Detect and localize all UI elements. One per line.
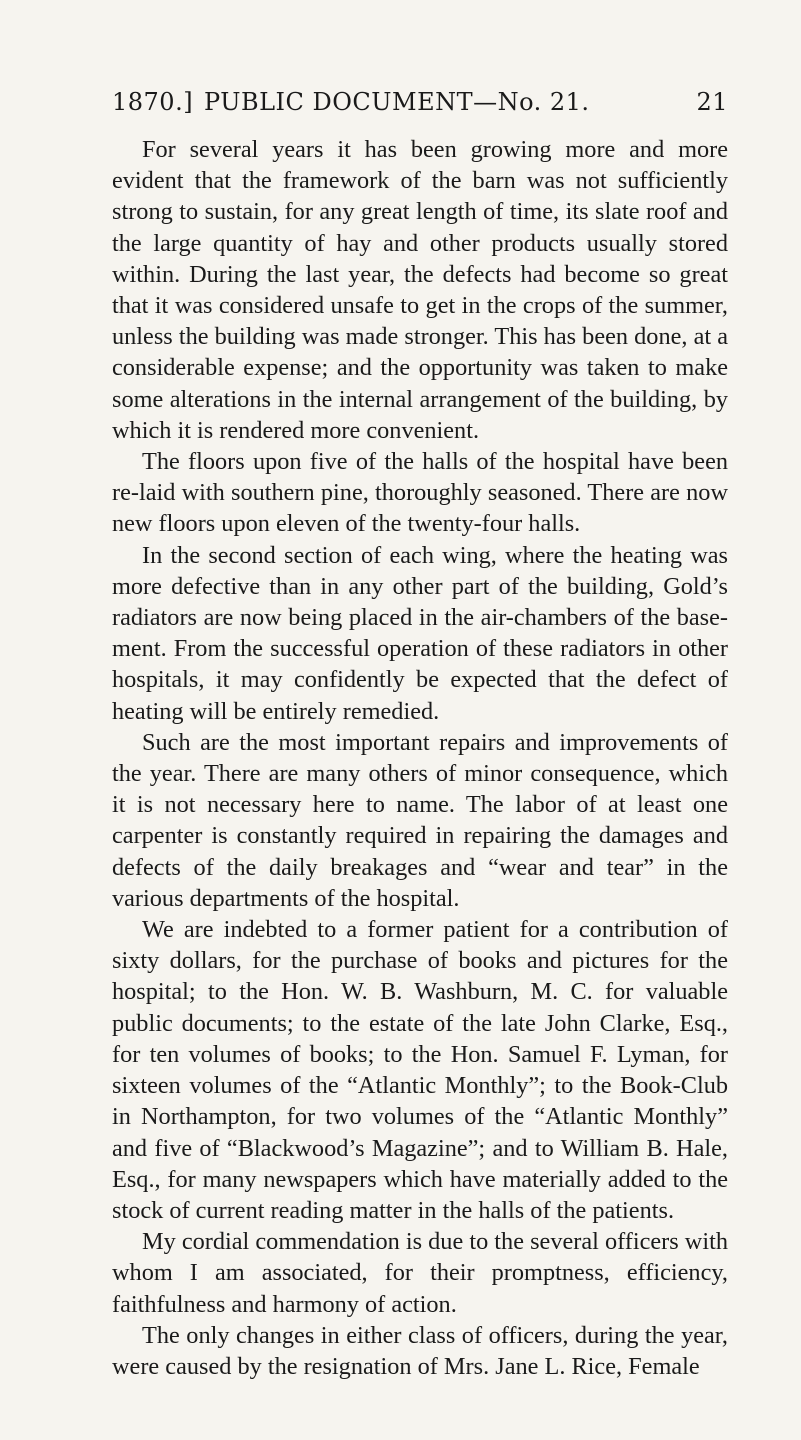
page-number: 21 bbox=[696, 88, 728, 116]
paragraph-repairs: Such are the most important repairs and improvements of the year. There are many others of minor consequence, which it is not necessary here to name. The labor of at least one carpenter is constantly required in repairing the damages and defects of the daily breakages and “wear and tear” in the various departments of the hospital. bbox=[112, 728, 728, 912]
header-title: PUBLIC DOCUMENT—No. 21. bbox=[204, 88, 590, 116]
paragraph-heating: In the second section of each wing, where the heating was more defective than in any other part of the building, Gold’s radiators are now being placed in the air-chambers of the basement. From the successful operation of these radiators in other hospitals, it may confidently be expected that the defect of heating will be entirely remedied. bbox=[112, 541, 728, 725]
paragraph-floors: The floors upon five of the halls of the hospital have been re-laid with southern pine, thoroughly seasoned. There are now new floors upon eleven of the twenty-four halls. bbox=[112, 448, 728, 538]
paragraph-commendation: My cordial commendation is due to the several officers with whom I am associated, for their promptness, efficiency, faithfulness and harmony of action. bbox=[112, 1228, 728, 1318]
paragraph-barn: For several years it has been growing more and more evident that the framework of the barn was not sufficiently strong to sustain, for any great length of time, its slate roof and the large quantity of hay and other products usually stored within. During the last year, the defects had become so great that it was considered unsafe to get in the crops of the summer, unless the building was made stronger. This has been done, at a considerable expense; and the opportunity was taken to make some alterations in the internal arrangement of the building, by which it is rendered more convenient. bbox=[112, 136, 728, 444]
paragraph-donations: We are indebted to a former patient for a contribution of sixty dollars, for the purchase of books and pictures for the hospital; to the Hon. W. B. Washburn, M. C. for valuable public documents; to the estate of the late John Clarke, Esq., for ten volumes of books; to the Hon. Samuel F. Lyman, for sixteen volumes of the “Atlantic Monthly”; to the Book-Club in Northampton, for two volumes of the “Atlantic Monthly” and five of “Blackwood’s Magazine”; and to William B. Hale, Esq., for many newspapers which have materially added to the stock of current reading matter in the halls of the patients. bbox=[112, 916, 728, 1224]
body-text bbox=[112, 134, 728, 1382]
running-header bbox=[112, 88, 728, 128]
header-year: 1870.] bbox=[112, 88, 194, 116]
paragraph-officer-changes: The only changes in either class of officers, during the year, were caused by the resignation of Mrs. Jane L. Rice, Female bbox=[112, 1321, 728, 1380]
